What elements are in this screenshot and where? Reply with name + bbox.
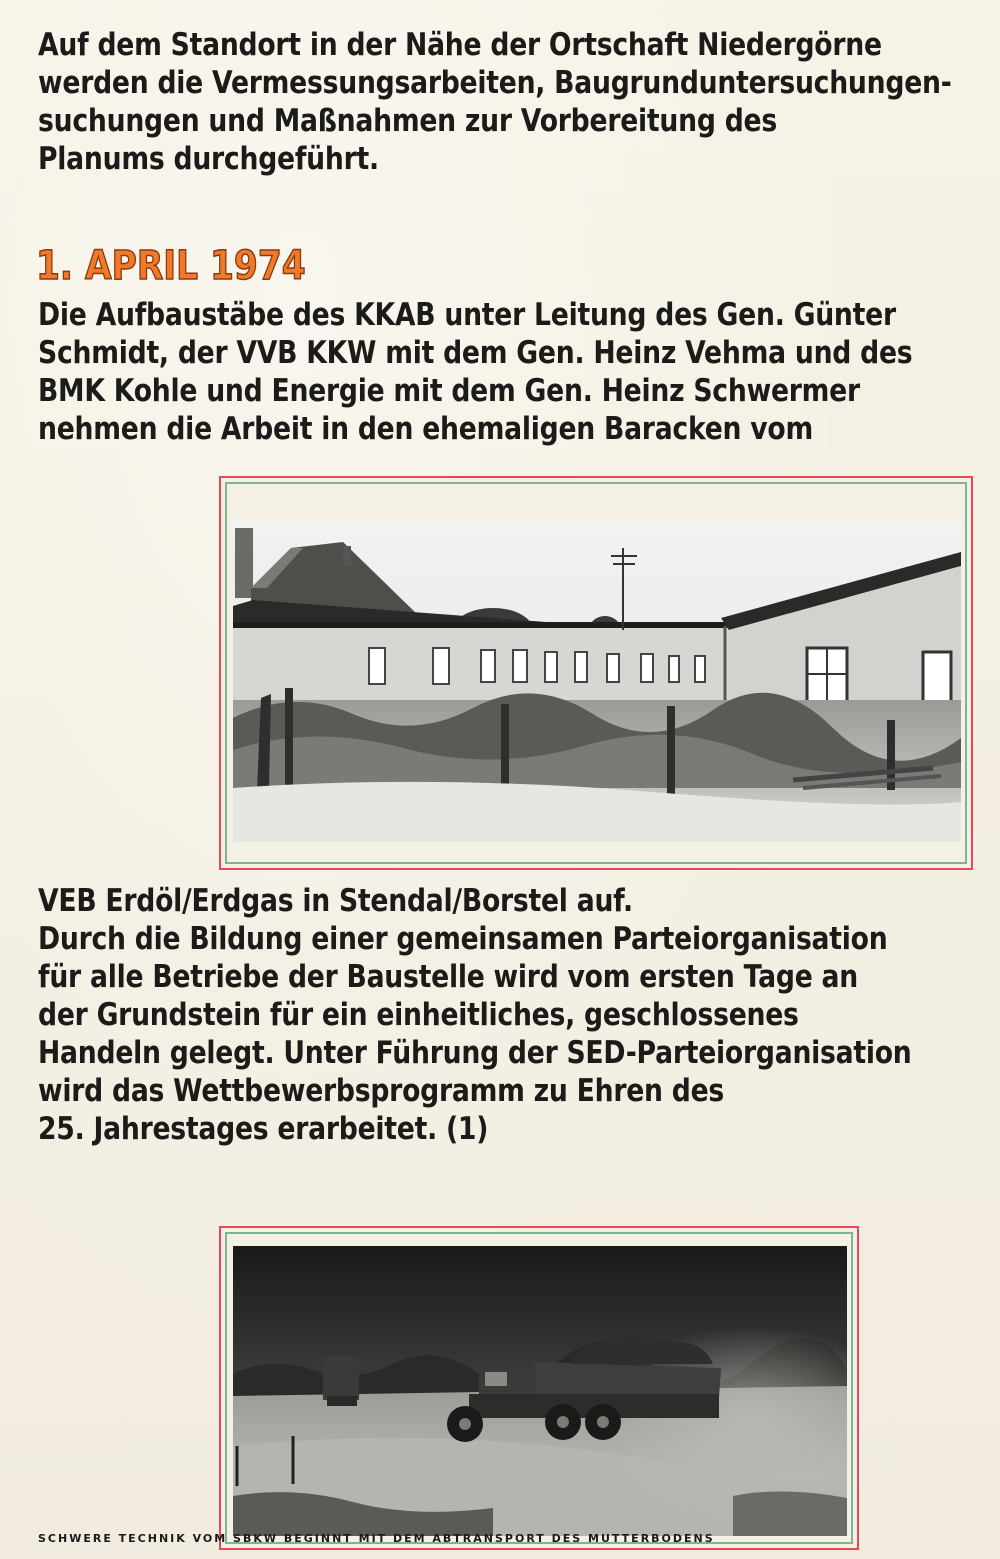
paragraph-line: für alle Betriebe der Baustelle wird vom ersten Tage an bbox=[38, 959, 859, 995]
intro-paragraph bbox=[38, 26, 984, 178]
paragraph-line: nehmen die Arbeit in den ehemaligen Baracken vom bbox=[38, 411, 814, 447]
dump-truck-photo-frame bbox=[219, 1226, 859, 1550]
barracks-photo bbox=[233, 518, 961, 842]
paragraph-line: Die Aufbaustäbe des KKAB unter Leitung des Gen. Günter bbox=[38, 297, 896, 333]
paragraph-line: 25. Jahrestages erarbeitet. (1) bbox=[38, 1111, 489, 1147]
intro-line: Auf dem Standort in der Nähe der Ortschaft Niedergörne bbox=[38, 27, 882, 63]
paragraph-line: BMK Kohle und Energie mit dem Gen. Heinz Schwermer bbox=[38, 373, 860, 409]
paragraph-line: der Grundstein für ein einheitliches, geschlossenes bbox=[38, 997, 799, 1033]
date-heading: 1. APRIL 1974 bbox=[36, 243, 306, 289]
barracks-photo-frame bbox=[219, 476, 973, 870]
photo-caption: SCHWERE TECHNIK VOM SBKW BEGINNT MIT DEM ABTRANSPORT DES MUTTERBODENS bbox=[38, 1532, 715, 1545]
paragraph-line: VEB Erdöl/Erdgas in Stendal/Borstel auf. bbox=[38, 883, 633, 919]
paragraph-parteiorganisation bbox=[38, 882, 984, 1148]
paragraph-aufbaustaebe bbox=[38, 296, 984, 448]
paragraph-line: Durch die Bildung einer gemeinsamen Parteiorganisation bbox=[38, 921, 888, 957]
paragraph-line: wird das Wettbewerbsprogramm zu Ehren des bbox=[38, 1073, 725, 1109]
intro-line: suchungen und Maßnahmen zur Vorbereitung des bbox=[38, 103, 777, 139]
paragraph-line: Handeln gelegt. Unter Führung der SED-Parteiorganisation bbox=[38, 1035, 912, 1071]
intro-line: werden die Vermessungsarbeiten, Baugrunduntersuchungen- bbox=[38, 65, 952, 101]
intro-line: Planums durchgeführt. bbox=[38, 141, 379, 177]
paragraph-line: Schmidt, der VVB KKW mit dem Gen. Heinz Vehma und des bbox=[38, 335, 913, 371]
dump-truck-photo bbox=[233, 1246, 847, 1536]
